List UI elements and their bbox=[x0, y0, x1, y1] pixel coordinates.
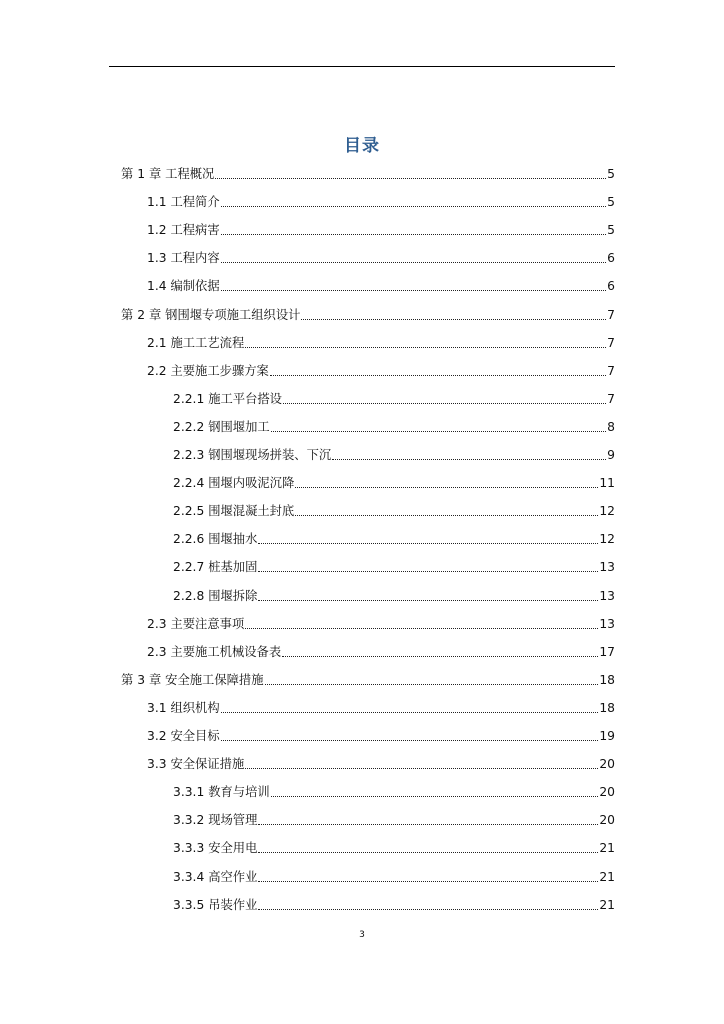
toc-entry-label: 2.2.3 钢围堰现场拼装、下沉 bbox=[173, 448, 332, 462]
toc-entry-page: 12 bbox=[599, 504, 615, 519]
toc-entry-page: 21 bbox=[599, 869, 615, 884]
toc-entry[interactable] bbox=[173, 418, 615, 436]
toc-entry-page: 20 bbox=[599, 785, 615, 800]
toc-entry-page: 21 bbox=[599, 841, 615, 856]
toc-entry[interactable] bbox=[147, 362, 615, 380]
toc-entry-label: 2.2.4 围堰内吸泥沉降 bbox=[173, 476, 295, 491]
toc-entry-label: 第 3 章 安全施工保障措施 bbox=[121, 672, 264, 687]
toc-entry-label: 3.3.1 教育与培训 bbox=[173, 785, 270, 800]
toc-dot-leader bbox=[258, 852, 598, 853]
toc-entry-label: 1.2 工程病害 bbox=[147, 223, 220, 238]
page-number: 3 bbox=[359, 930, 365, 940]
toc-entry[interactable] bbox=[147, 193, 615, 211]
toc-dot-leader bbox=[295, 487, 598, 488]
toc-dot-leader bbox=[221, 234, 607, 235]
toc-entry[interactable] bbox=[173, 530, 615, 548]
toc-entry-page: 19 bbox=[599, 729, 615, 743]
header-rule bbox=[109, 66, 615, 67]
toc-entry-page: 18 bbox=[599, 700, 615, 715]
toc-entry-label: 第 1 章 工程概况 bbox=[121, 167, 215, 181]
toc-dot-leader bbox=[282, 656, 598, 657]
toc-dot-leader bbox=[221, 206, 607, 207]
toc-entry-page: 9 bbox=[607, 448, 615, 462]
toc-dot-leader bbox=[245, 628, 598, 629]
toc-entry-label: 3.3.2 现场管理 bbox=[173, 813, 258, 828]
toc-dot-leader bbox=[221, 712, 599, 713]
toc-entry[interactable] bbox=[173, 390, 615, 408]
toc-entry-page: 5 bbox=[607, 167, 615, 181]
toc-entry-label: 1.3 工程内容 bbox=[147, 251, 220, 266]
toc-entry-page: 7 bbox=[607, 391, 615, 406]
toc-entry-label: 2.2.5 围堰混凝土封底 bbox=[173, 504, 295, 519]
toc-dot-leader bbox=[271, 431, 606, 432]
toc-dot-leader bbox=[258, 824, 598, 825]
toc-dot-leader bbox=[270, 375, 606, 376]
toc-entry-label: 第 2 章 钢围堰专项施工组织设计 bbox=[121, 307, 301, 322]
toc-dot-leader bbox=[283, 403, 606, 404]
toc-entry[interactable] bbox=[173, 474, 615, 492]
toc-dot-leader bbox=[221, 290, 607, 291]
toc-entry[interactable] bbox=[147, 755, 615, 773]
toc-entry-label: 3.2 安全目标 bbox=[147, 729, 220, 743]
toc-entry[interactable] bbox=[121, 306, 615, 324]
toc-entry[interactable] bbox=[121, 165, 615, 183]
toc-entry-page: 8 bbox=[607, 419, 615, 434]
toc-entry[interactable] bbox=[173, 502, 615, 520]
toc-entry-page: 17 bbox=[599, 644, 615, 659]
toc-entry[interactable] bbox=[147, 699, 615, 717]
toc-dot-leader bbox=[245, 768, 598, 769]
toc-entry[interactable] bbox=[121, 671, 615, 689]
toc-entry-page: 13 bbox=[599, 560, 615, 575]
toc-entry[interactable] bbox=[173, 811, 615, 829]
toc-dot-leader bbox=[258, 571, 598, 572]
toc-entry-label: 2.2.1 施工平台搭设 bbox=[173, 391, 282, 406]
toc-dot-leader bbox=[265, 684, 599, 685]
toc-entry-label: 2.3 主要注意事项 bbox=[147, 616, 245, 631]
toc-entry-page: 18 bbox=[599, 672, 615, 687]
toc-dot-leader bbox=[332, 459, 606, 460]
toc-entry-page: 11 bbox=[599, 476, 615, 491]
toc-entry[interactable] bbox=[173, 446, 615, 464]
toc-dot-leader bbox=[271, 796, 599, 797]
toc-entry[interactable] bbox=[173, 587, 615, 605]
toc-entry[interactable] bbox=[173, 896, 615, 914]
toc-entry[interactable] bbox=[147, 334, 615, 352]
toc-entry[interactable] bbox=[147, 221, 615, 239]
toc-entry-label: 3.3.5 吊装作业 bbox=[173, 897, 258, 912]
toc-entry[interactable] bbox=[173, 783, 615, 801]
toc-entry-label: 3.1 组织机构 bbox=[147, 700, 220, 715]
toc-entry[interactable] bbox=[147, 249, 615, 267]
toc-entry-label: 2.2.7 桩基加固 bbox=[173, 560, 258, 575]
toc-entry-label: 2.3 主要施工机械设备表 bbox=[147, 644, 282, 659]
toc-entry-page: 7 bbox=[607, 307, 615, 322]
toc-dot-leader bbox=[258, 543, 598, 544]
toc-entry-page: 6 bbox=[607, 251, 615, 266]
toc-entry-page: 20 bbox=[599, 813, 615, 828]
toc-dot-leader bbox=[258, 600, 598, 601]
toc-entry-label: 1.1 工程简介 bbox=[147, 195, 220, 210]
toc-entry-page: 13 bbox=[599, 616, 615, 631]
toc-dot-leader bbox=[295, 515, 598, 516]
toc-dot-leader bbox=[215, 178, 606, 179]
toc-entry-label: 2.2.8 围堰拆除 bbox=[173, 588, 258, 603]
toc-entry-page: 20 bbox=[599, 757, 615, 772]
toc-dot-leader bbox=[221, 262, 607, 263]
toc-dot-leader bbox=[258, 881, 598, 882]
toc-entry-label: 2.2 主要施工步骤方案 bbox=[147, 363, 269, 378]
toc-dot-leader bbox=[245, 347, 606, 348]
toc-entry-label: 2.2.2 钢围堰加工 bbox=[173, 419, 270, 434]
toc-entry-label: 3.3 安全保证措施 bbox=[147, 757, 245, 772]
toc-entry-label: 3.3.4 高空作业 bbox=[173, 869, 258, 884]
toc-entry-label: 2.1 施工工艺流程 bbox=[147, 335, 245, 350]
toc-entry[interactable] bbox=[173, 558, 615, 576]
toc-title: 目录 bbox=[344, 136, 380, 156]
toc-entry-page: 5 bbox=[607, 223, 615, 238]
toc-dot-leader bbox=[258, 909, 598, 910]
toc-entry[interactable] bbox=[147, 727, 615, 745]
toc-entry-page: 7 bbox=[607, 363, 615, 378]
toc-entry-page: 21 bbox=[599, 897, 615, 912]
toc-entry[interactable] bbox=[147, 277, 615, 295]
toc-entry[interactable] bbox=[173, 839, 615, 857]
toc-entry-label: 3.3.3 安全用电 bbox=[173, 841, 258, 856]
toc-dot-leader bbox=[301, 319, 606, 320]
toc-entry-label: 2.2.6 围堰抽水 bbox=[173, 532, 258, 547]
toc-entry[interactable] bbox=[147, 615, 615, 633]
toc-entry-page: 6 bbox=[607, 279, 615, 294]
toc-entry-page: 13 bbox=[599, 588, 615, 603]
toc-entry-page: 12 bbox=[599, 532, 615, 547]
toc-dot-leader bbox=[221, 740, 599, 741]
toc-entry[interactable] bbox=[173, 868, 615, 886]
toc-entry-label: 1.4 编制依据 bbox=[147, 279, 220, 294]
toc-entry[interactable] bbox=[147, 643, 615, 661]
toc-entry-page: 5 bbox=[607, 195, 615, 210]
toc-entry-page: 7 bbox=[607, 335, 615, 350]
